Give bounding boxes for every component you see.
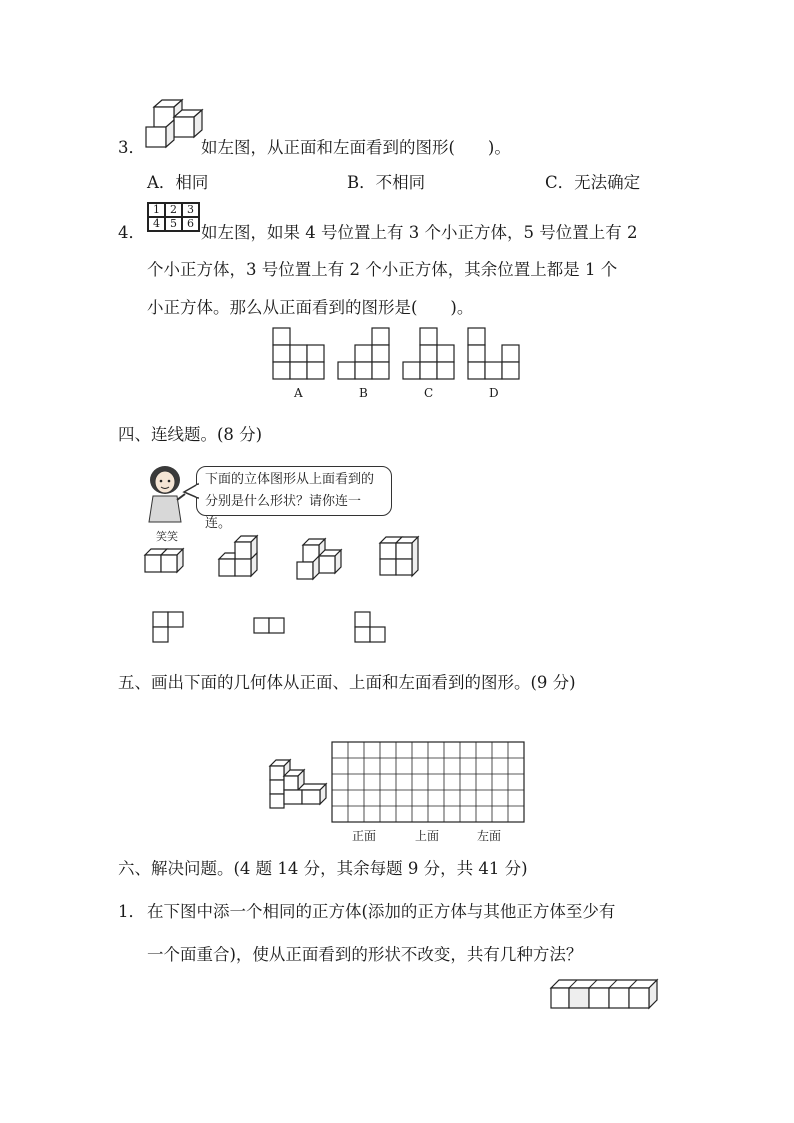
top-view-shape-3 xyxy=(355,612,389,644)
grid-cell: 2 xyxy=(165,203,182,217)
solid-3-figure xyxy=(295,537,341,581)
s6-q1-number: 1． xyxy=(118,902,145,921)
q3-cube-figure xyxy=(146,97,206,153)
sec5-solid-figure xyxy=(268,756,328,814)
grid-cell: 4 xyxy=(148,217,165,231)
q3-number: 3． xyxy=(118,138,145,157)
grid-cell: 3 xyxy=(182,203,199,217)
q4-number: 4． xyxy=(118,223,145,242)
q4-text-line1: 如左图，如果 4 号位置上有 3 个小正方体，5 号位置上有 2 xyxy=(201,223,638,242)
q4-choice-c-figure xyxy=(403,328,455,382)
s6-q1-line2: 一个面重合)，使从正面看到的形状不改变，共有几种方法？ xyxy=(147,945,583,964)
grid-cell: 1 xyxy=(148,203,165,217)
girl-character-illustration xyxy=(143,464,189,530)
q3-option-a: A．相同 xyxy=(147,173,209,192)
grid-label-left: 左面 xyxy=(477,829,502,843)
q3-question-text: 如左图，从正面和左面看到的图形( )。 xyxy=(201,138,511,157)
solid-2-figure xyxy=(217,534,257,574)
q3-option-b: B．不相同 xyxy=(347,173,426,192)
section5-title: 五、画出下面的几何体从正面、上面和左面看到的图形。(9 分) xyxy=(118,673,576,692)
q4-choice-b-label: B xyxy=(359,386,368,400)
grid-cell: 5 xyxy=(165,217,182,231)
q4-choice-d-figure xyxy=(468,328,520,382)
top-view-shape-2 xyxy=(254,618,288,636)
grid-cell: 6 xyxy=(182,217,199,231)
q4-text-line3: 小正方体。那么从正面看到的图形是( )。 xyxy=(147,298,474,317)
solid-4-figure xyxy=(378,536,418,576)
speech-line2: 分别是什么形状？请你连一连。 xyxy=(205,494,362,531)
s6-q1-line1: 在下图中添一个相同的正方体(添加的正方体与其他正方体至少有 xyxy=(147,902,616,921)
grid-label-top: 上面 xyxy=(415,829,440,843)
speech-bubble-tail xyxy=(184,484,200,500)
section4-title: 四、连线题。(8 分) xyxy=(118,425,263,444)
q4-text-line2: 个小正方体，3 号位置上有 2 个小正方体，其余位置上都是 1 个 xyxy=(147,260,618,279)
speech-line1: 下面的立体图形从上面看到的 xyxy=(205,472,375,487)
speech-bubble xyxy=(196,466,392,531)
s6-q1-cube-row-figure xyxy=(549,978,661,1012)
q3-option-c: C．无法确定 xyxy=(545,173,641,192)
q4-choice-b-figure xyxy=(338,328,390,382)
section6-title: 六、解决问题。(4 题 14 分，其余每题 9 分，共 41 分) xyxy=(118,859,528,878)
q4-position-grid xyxy=(147,202,200,232)
drawing-grid xyxy=(332,742,524,822)
q4-choice-a-label: A xyxy=(294,386,303,400)
q4-choice-d-label: D xyxy=(489,386,499,400)
character-name: 笑笑 xyxy=(156,530,178,543)
top-view-shape-1 xyxy=(153,612,187,644)
q4-choice-c-label: C xyxy=(424,386,434,400)
solid-1-figure xyxy=(143,547,183,575)
grid-label-front: 正面 xyxy=(352,829,377,843)
q4-choice-a-figure xyxy=(273,328,325,382)
